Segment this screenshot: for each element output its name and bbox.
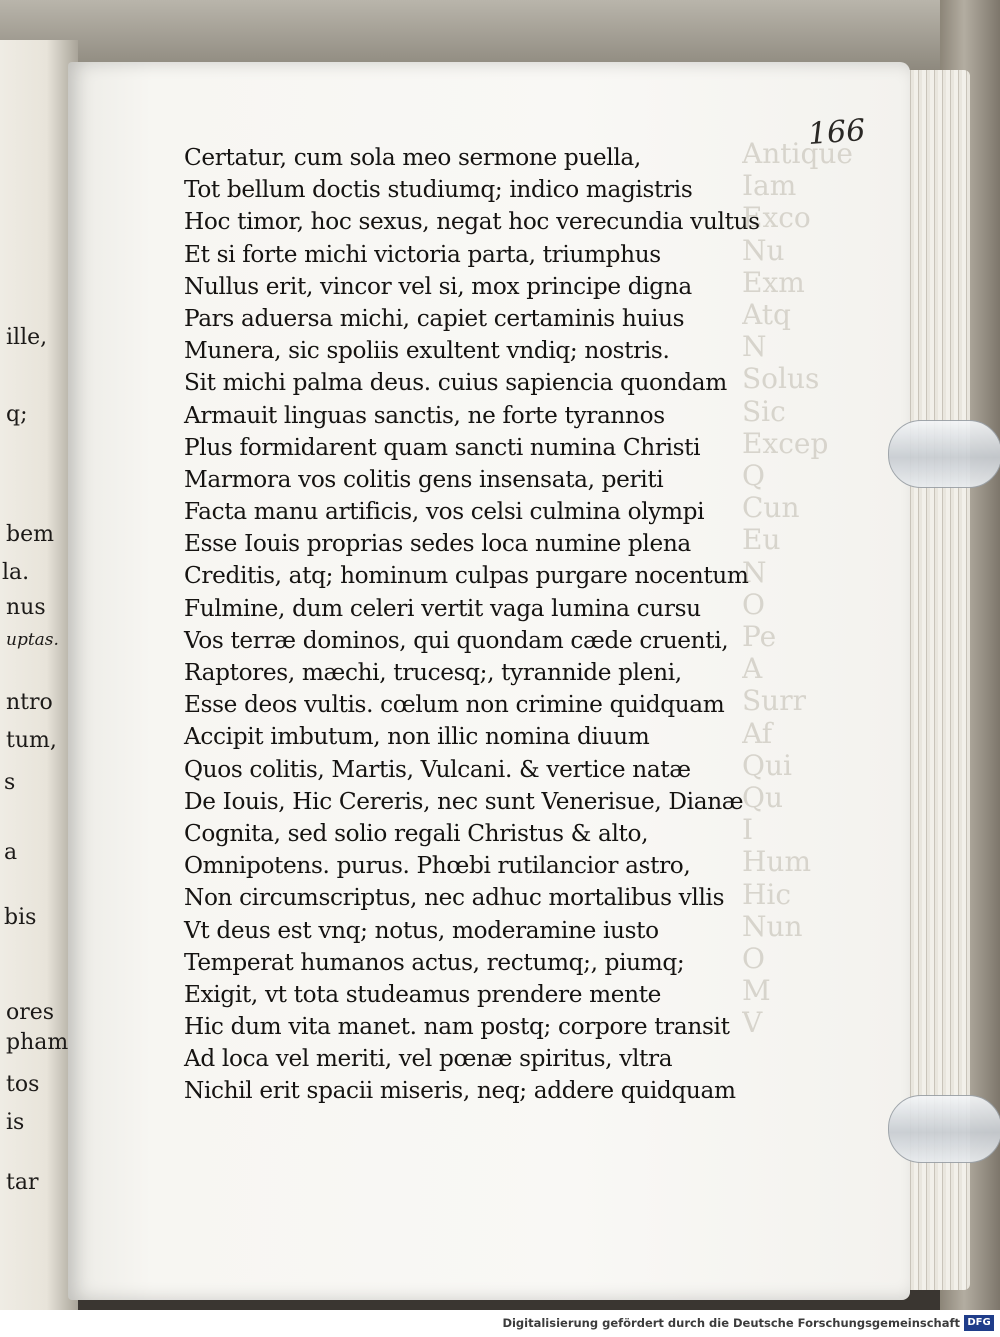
verse-line: Non circumscriptus, nec adhuc mortalibus vllis <box>184 884 725 912</box>
verse-line: Fulmine, dum celeri vertit vaga lumina cursu <box>184 594 701 622</box>
left-page-fragment: ille, <box>6 325 48 350</box>
verse-line: Raptores, mæchi, trucesq;, tyrannide pleni, <box>184 659 682 686</box>
verse-line: Sit michi palma deus. cuius sapiencia quondam <box>184 369 727 397</box>
left-page-fragment: la. <box>2 560 30 585</box>
left-page-fragment: bis <box>4 905 37 930</box>
verse-line: Temperat humanos actus, rectumq;, piumq; <box>184 948 685 976</box>
left-page-fragment: nus <box>6 595 46 620</box>
left-page-fragment: s <box>4 770 16 795</box>
verse-line: Vt deus est vnq; notus, moderamine iusto <box>184 916 659 944</box>
verse-line: Ad loca vel meriti, vel pœnæ spiritus, vltra <box>184 1045 673 1073</box>
verse-line: Exigit, vt tota studeamus prendere mente <box>184 980 662 1008</box>
left-page-fragment: tos <box>6 1072 40 1097</box>
left-page-fragment: ntro <box>6 690 53 715</box>
verse-line: Marmora vos colitis gens insensata, periti <box>184 465 664 493</box>
footer-bar <box>0 1310 1000 1337</box>
verse-line: De Iouis, Hic Cereris, nec sunt Venerisue, Dianæ <box>184 787 744 815</box>
verse-line: Quos colitis, Martis, Vulcani. & vertice natæ <box>184 755 691 783</box>
verse-line: Nullus erit, vincor vel si, mox principe digna <box>184 272 692 300</box>
verse-line: Nichil erit spacii miseris, neq; addere quidquam <box>184 1077 736 1105</box>
verse-line: Hic dum vita manet. nam postq; corpore transit <box>184 1013 730 1041</box>
left-page-fragment: tum, <box>6 728 57 753</box>
verse-line: Armauit linguas sanctis, ne forte tyrannos <box>184 401 665 429</box>
verse-line: Omnipotens. purus. Phœbi rutilancior astro, <box>184 852 691 880</box>
verse-line: Creditis, atq; hominum culpas purgare nocentum <box>184 562 749 590</box>
page-clip-lower <box>888 1095 1000 1163</box>
verse-line: Certatur, cum sola meo sermone puella, <box>184 144 641 171</box>
verse-line: Tot bellum doctis studiumq; indico magistris <box>184 176 693 204</box>
page-clip-upper <box>888 420 1000 488</box>
left-page-edge <box>0 40 78 1310</box>
verse-line: Esse Iouis proprias sedes loca numine plena <box>184 530 691 558</box>
left-page-fragment: pham <box>6 1030 69 1055</box>
verse-line: Munera, sic spoliis exultent vndiq; nostris. <box>184 337 670 365</box>
left-page-fragment: bem <box>6 522 54 547</box>
book-binding-top <box>0 0 1000 70</box>
left-page-fragment: is <box>6 1110 25 1135</box>
verse-line: Pars aduersa michi, capiet certaminis huius <box>184 304 685 332</box>
funding-credit: Digitalisierung gefördert durch die Deutsche Forschungsgemeinschaft <box>502 1316 960 1330</box>
verse-line: Facta manu artificis, vos celsi culmina olympi <box>184 498 705 526</box>
dfg-logo: DFG <box>964 1315 994 1331</box>
verse-line: Cognita, sed solio regali Christus & alto, <box>184 819 649 847</box>
verse-line: Accipit imbutum, non illic nomina diuum <box>184 723 650 751</box>
poem-text <box>184 142 824 1108</box>
folio-number: 166 <box>806 113 867 152</box>
left-page-fragment: q; <box>6 402 28 427</box>
left-page-fragment: a <box>4 840 18 865</box>
bleed-through-text: Antique Iam Exco Nu Exm Atq N Solus Sic Excep Q Cun Eu N O Pe A Surr Af Qui Qu I Hum Hic Nun O M V <box>742 138 853 1040</box>
verse-line: Vos terræ dominos, qui quondam cæde cruenti, <box>184 626 729 654</box>
left-page-fragment: ores <box>6 1000 55 1025</box>
left-page-fragment: tar <box>6 1170 39 1195</box>
verse-line: Plus formidarent quam sancti numina Christi <box>184 433 701 461</box>
left-page-fragment: uptas. <box>6 630 59 650</box>
verse-line: Hoc timor, hoc sexus, negat hoc verecundia vultus <box>184 208 760 236</box>
verse-line: Esse deos vultis. cœlum non crimine quidquam <box>184 691 725 719</box>
verse-line: Et si forte michi victoria parta, triumphus <box>184 240 661 268</box>
